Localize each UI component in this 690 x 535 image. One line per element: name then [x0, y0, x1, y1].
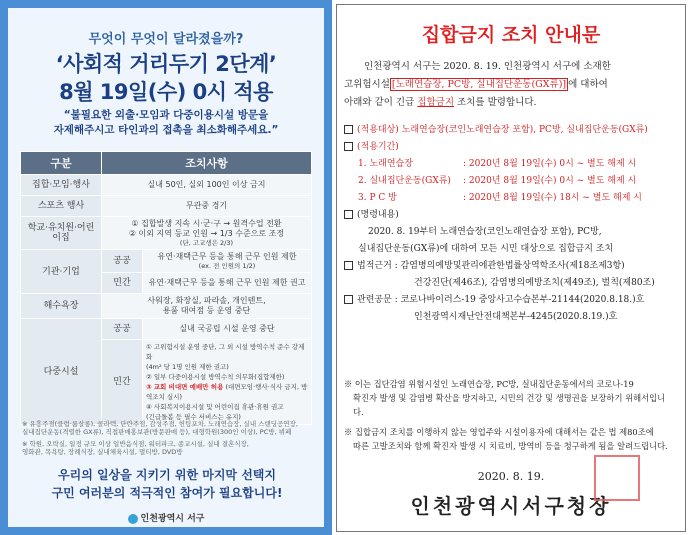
facility-rule-2: ② 일부 다중이용시설 방역수칙 의무화(집합제한)	[146, 373, 285, 381]
period-label: (적용기간)	[357, 142, 399, 152]
intro-line3	[344, 94, 678, 112]
intro-ban: 집합금지	[417, 97, 455, 108]
org-private-label: 민간	[102, 273, 143, 294]
period-2-date: : 2020년 8월 19일(수) 0시 ~ 별도 해제 시	[463, 176, 637, 186]
poster-title-line2: 8월 19일(수) 0시 적용	[59, 80, 273, 104]
measures-table	[20, 151, 312, 425]
intro-line2	[344, 76, 678, 94]
notice-issuer: 인천광역시서구청장	[410, 494, 612, 518]
school-rule-2: ② 이외 지역 등교 인원 → 1/3 수준으로 조정	[128, 229, 285, 238]
beach-rule-1: 사워장, 화장실, 파라솔, 개인텐트,	[147, 296, 266, 305]
row-val-sports: 무관중 경기	[102, 196, 312, 217]
header-measures: 조치사항	[102, 152, 312, 175]
facility-rule-3	[146, 382, 308, 402]
item-reference	[344, 292, 678, 309]
remark-2-line1: ※ 집합금지 조치를 이행하지 않는 영업주와 시설이용자에 대해서는 같은 법 제80조에	[344, 427, 654, 437]
row-val-school	[102, 217, 312, 250]
reference-text: 관련공문 : 코로나바이러스-19 중앙사고수습본부-21144(2020.8.18.)호	[357, 295, 645, 305]
poster-body	[8, 8, 324, 527]
intro-facilities: [노래연습장, PC방, 실내집단운동(GX류)]	[391, 79, 567, 90]
period-row-3	[344, 190, 678, 207]
table-row	[21, 217, 312, 250]
cta-line1: 우리의 일상을 지키기 위한 마지막 선택지	[58, 468, 276, 482]
poster-footnote-1	[22, 420, 312, 436]
poster-notice	[34, 108, 298, 138]
target-text: (적용대상) 노래연습장(코인노래연습장 포함), PC방, 실내집단운동(GX류)	[357, 125, 648, 135]
order-line-1: 2020. 8. 19부터 노래연습장(코인노래연습장 포함), PC방,	[368, 227, 602, 237]
remark-2-line2: 따른 고발조치와 함께 확진자 발생 시 치료비, 방역비 등을 청구하게 됨을 알려드립니다.	[353, 441, 668, 451]
logo-text: 인천광역시 서구	[140, 514, 205, 524]
checkbox-icon	[344, 295, 353, 304]
order-label: (명령내용)	[357, 210, 399, 220]
poster-call-to-action	[22, 466, 312, 506]
facility-public-label: 공공	[102, 319, 143, 340]
intro-high-risk: 고위험시설	[344, 79, 390, 90]
notice-date: 2020. 8. 19.	[477, 470, 545, 483]
intro-line1: 인천광역시 서구는 2020. 8. 19. 인천광역시 서구에 소재한	[364, 61, 611, 72]
table-row	[21, 196, 312, 217]
intro-issue: 조치를 발령합니다.	[457, 97, 537, 108]
school-rule-1: ① 집합발생 지속 시·군·구 → 원격수업 전환	[131, 219, 282, 228]
row-cat-beach: 해수욕장	[21, 294, 102, 319]
facility-private-val	[143, 340, 312, 425]
facility-rule-4: ④ 사회복지이용시설 및 어린이집 휴관·휴원 권고	[146, 403, 284, 411]
footnote-line2: 실내집단운동(격렬한 GX류), 직접판매홍보관(방문판매 등), 대형학원(300인 이상), PC방, 뷔페	[22, 428, 292, 436]
notice-panel	[332, 0, 690, 535]
footnote-line3: ※ 학원, 오락실, 일정 규모 이상 일반음식점, 워터파크, 종교시설, 실내 결혼식장,	[22, 440, 249, 448]
row-val-gathering: 실내 50인, 실외 100인 이상 금지	[102, 175, 312, 196]
legal-text: 법적근거 : 감염병의예방및관리에관한법률상역학조사(제18조제3항)	[357, 261, 625, 271]
row-cat-sports: 스포츠 행사	[21, 196, 102, 217]
row-cat-facility: 다중시설	[21, 319, 102, 425]
remark-1-line1: ※ 이는 집단감염 위험시설인 노래연습장, PC방, 실내집단운동에서의 코로나-19	[344, 379, 634, 389]
item-order	[344, 207, 678, 224]
org-public-note: (ex. 전 인원의 1/2)	[198, 262, 256, 270]
header-category: 구분	[21, 152, 102, 175]
period-3-name: 3. P C 방	[358, 193, 397, 203]
period-1-date: : 2020년 8월 19일(수) 0시 ~ 별도 해제 시	[463, 159, 637, 169]
table-row	[21, 250, 312, 273]
org-public-label: 공공	[102, 250, 143, 273]
poster-panel	[0, 0, 332, 535]
notice-remarks	[344, 377, 674, 453]
footnote-line1: ※ 유흥주점(클럽·룸살롱), 콜라텍, 단란주점, 감성주점, 헌팅포차, 노래연습장, 실내 스탠딩공연장,	[22, 420, 298, 428]
item-legal	[344, 258, 678, 275]
poster-subtitle: 무엇이 무엇이 달라졌을까?	[88, 32, 244, 47]
item-target	[344, 122, 678, 139]
remark-1-line2: 확진자 발생 및 감염병 확산을 방지하고, 시민의 건강 및 생명권을 보장하기 위해서입니다.	[353, 393, 666, 417]
period-row-2	[344, 173, 678, 190]
row-cat-org: 기관·기업	[21, 250, 102, 294]
footnote-line4: 영화관, 목욕탕, 장례식장, 실내체육시설, 멀티방, DVD방	[22, 448, 183, 456]
intro-suffix: 에 대하여	[568, 79, 608, 90]
school-rule-note: (단, 고교생은 2/3)	[179, 239, 234, 247]
reference-line-2: 인천광역시재난안전대책본부-4245(2020.8.19.)호	[414, 312, 618, 322]
legal-line-2: 건강진단(제46조), 감염병의예방조치(제49조), 벌칙(제80조)	[414, 278, 655, 288]
cta-line2: 구민 여러분의 적극적인 참여가 필요합니다!	[51, 486, 283, 500]
facility-private-label: 민간	[102, 340, 143, 425]
checkbox-icon	[344, 261, 353, 270]
period-1-name: 1. 노래연습장	[358, 159, 413, 169]
poster-logo	[8, 511, 324, 524]
table-row	[21, 175, 312, 196]
row-cat-school: 학교·유치원·어린이집	[21, 217, 102, 250]
checkbox-icon	[344, 210, 353, 219]
period-row-1	[344, 156, 678, 173]
item-period	[344, 139, 678, 156]
intro-urgent: 아래와 같이 긴급	[344, 97, 415, 108]
poster-footnote-2	[22, 440, 312, 456]
table-row	[21, 319, 312, 340]
facility-rule-1-note: (4m² 당 1명 인원 제한 권고)	[146, 363, 229, 371]
notice-items	[344, 122, 678, 326]
table-row	[21, 294, 312, 319]
facility-rule-4-note: (긴급돌봄 등 필수 서비스는 유지)	[146, 413, 241, 421]
org-private-val: 유연·재택근무 등을 통해 근무 인원 제한 권고	[143, 273, 312, 294]
beach-rule-2: 용품 대여점 등 운영 중단	[162, 306, 251, 315]
notice-intro	[344, 58, 678, 112]
official-seal-icon	[594, 455, 640, 501]
org-public-val	[143, 250, 312, 273]
poster-title-line1: ‘사회적 거리두기 2단계’	[55, 52, 277, 76]
order-line-2: 실내집단운동(GX류)에 대하여 모든 시민 대상으로 집합금지 조치	[358, 244, 614, 254]
notice-line1: “불필요한 외출·모임과 다중이용시설 방문을	[63, 109, 269, 121]
incheon-logo-icon	[128, 514, 138, 524]
checkbox-icon	[344, 142, 353, 151]
row-cat-gathering: 집합·모임·행사	[21, 175, 102, 196]
facility-rule-1: ① 고위험시설 운영 중단, 그 외 시설 방역수칙 준수 강제화	[146, 343, 305, 361]
facility-rule-3-note: (대면모임·행사·식사 금지, 방역조치 실시)	[146, 383, 308, 401]
notice-title: 집합금지 조치 안내문	[421, 24, 601, 46]
period-2-name: 2. 실내집단운동(GX류)	[358, 176, 451, 186]
period-3-date: : 2020년 8월 19일(수) 18시 ~ 별도 해제 시	[463, 193, 642, 203]
table-header-row	[21, 152, 312, 175]
org-public-rule: 유연·재택근무 등을 통해 근무 인원 제한	[157, 252, 297, 261]
checkbox-icon	[344, 125, 353, 134]
row-val-beach	[102, 294, 312, 319]
facility-public-val: 실내 국공립 시설 운영 중단	[143, 319, 312, 340]
notice-line2: 자제해주시고 타인과의 접촉을 최소화해주세요.”	[53, 124, 279, 136]
facility-rule-3-main: ③ 교회 비대면 예배만 허용	[146, 383, 224, 391]
